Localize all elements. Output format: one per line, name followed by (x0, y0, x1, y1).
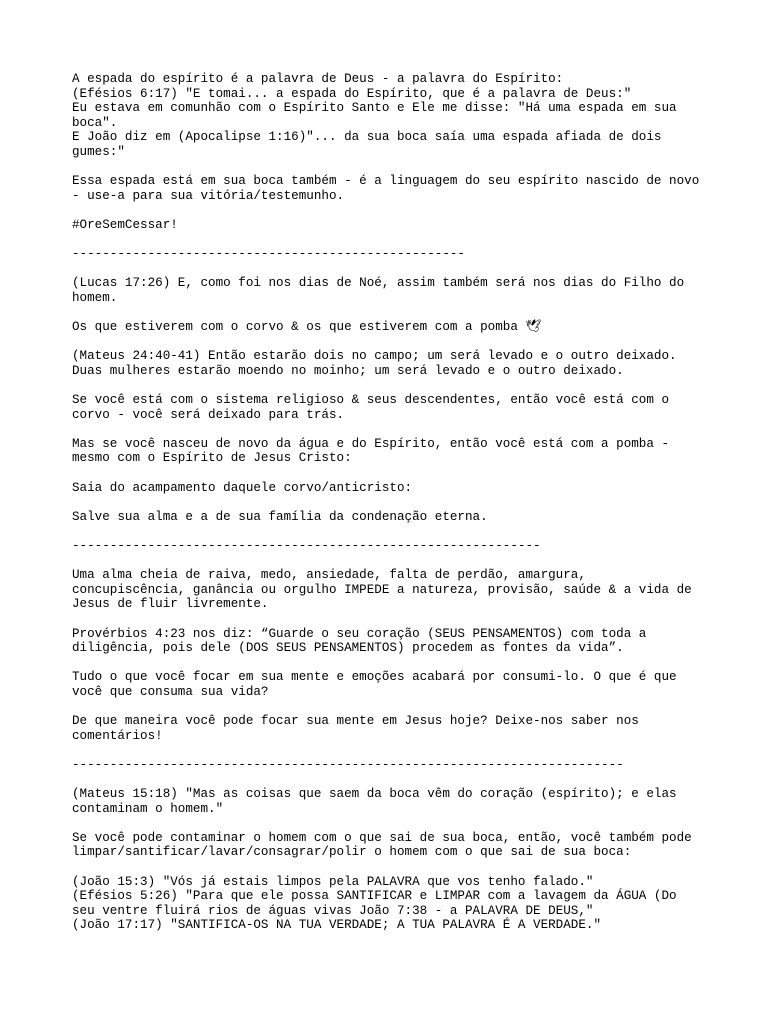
paragraph (72, 787, 712, 816)
text-line: Jesus de fluir livremente. (72, 597, 269, 612)
text-line: concupiscência, ganância ou orgulho IMPEDE a natureza, provisão, saúde & a vida de (72, 582, 692, 597)
text-line: (Efésios 6:17) "E tomai... a espada do Espírito, que é a palavra de Deus:" (72, 86, 632, 101)
text-line: Se você pode contaminar o homem com o que sai de sua boca, então, você também pode (72, 830, 692, 845)
section-divider (72, 247, 712, 262)
text-line: mesmo com o Espírito de Jesus Cristo: (72, 451, 352, 466)
text-line: corvo - você será deixado para trás. (72, 407, 345, 422)
text-line: (João 15:3) "Vós já estais limpos pela PALAVRA que vos tenho falado." (72, 874, 594, 889)
text-line: Saia do acampamento daquele corvo/anticristo: (72, 480, 413, 495)
text-line: Salve sua alma e a de sua família da condenação eterna. (72, 509, 488, 524)
paragraph (72, 276, 712, 305)
paragraph (72, 627, 712, 656)
text-line: (Mateus 24:40-41) Então estarão dois no campo; um será levado e o outro deixado. (72, 349, 677, 364)
text-line: (Efésios 5:26) "Para que ele possa SANTIFICAR e LIMPAR com a lavagem da ÁGUA (Do (72, 889, 677, 904)
text-line: #OreSemCessar! (72, 217, 178, 232)
document-page (72, 72, 712, 948)
paragraph (72, 568, 712, 612)
text-line: (João 17:17) "SANTIFICA-OS NA TUA VERDADE; A TUA PALAVRA É A VERDADE." (72, 918, 602, 933)
paragraph (72, 72, 712, 160)
paragraph (72, 320, 712, 335)
divider-line: -------------------------------------------------------------- (72, 539, 541, 553)
text-line: De que maneira você pode focar sua mente em Jesus hoje? Deixe-nos saber nos (72, 714, 639, 729)
divider-line: ---------------------------------------------------- (72, 247, 465, 262)
text-line: Duas mulheres estarão moendo no moinho; um será levado e o outro deixado. (72, 363, 624, 378)
paragraph (72, 174, 712, 203)
text-line: Eu estava em comunhão com o Espírito Santo e Ele me disse: "Há uma espada em sua (72, 101, 677, 116)
section-divider (72, 539, 712, 554)
paragraph (72, 481, 712, 496)
text-line: Mas se você nasceu de novo da água e do Espírito, então você está com a pomba - (72, 436, 670, 451)
text-line: limpar/santificar/lavar/consagrar/polir o homem com o que sai de sua boca: (72, 845, 632, 860)
text-line: boca". (72, 115, 118, 130)
text-line: gumes:" (72, 144, 125, 159)
text-line: homem. (72, 290, 118, 305)
text-line: (Lucas 17:26) E, como foi nos dias de Noé, assim também será nos dias do Filho do (72, 276, 685, 291)
paragraph (72, 510, 712, 525)
text-line: comentários! (72, 728, 163, 743)
text-line: Provérbios 4:23 nos diz: “Guarde o seu coração (SEUS PENSAMENTOS) com toda a (72, 626, 647, 641)
paragraph (72, 670, 712, 699)
text-line: Uma alma cheia de raiva, medo, ansiedade, falta de perdão, amargura, (72, 568, 586, 583)
text-line: - use-a para sua vitória/testemunho. (72, 188, 345, 203)
text-line: contaminam o homem." (72, 801, 224, 816)
paragraph (72, 349, 712, 378)
paragraph (72, 393, 712, 422)
divider-line: ------------------------------------------------------------------------- (72, 757, 624, 772)
section-divider (72, 758, 712, 773)
text-line: seu ventre fluirá rios de águas vivas João 7:38 - a PALAVRA DE DEUS," (72, 903, 594, 918)
paragraph (72, 437, 712, 466)
paragraph (72, 831, 712, 860)
paragraph (72, 218, 712, 233)
text-line: (Mateus 15:18) "Mas as coisas que saem da boca vêm do coração (espírito); e elas (72, 787, 677, 802)
text-line: Se você está com o sistema religioso & seus descendentes, então você está com o (72, 393, 670, 408)
text-line: A espada do espírito é a palavra de Deus - a palavra do Espírito: (72, 72, 564, 86)
text-line: diligência, pois dele (DOS SEUS PENSAMENTOS) procedem as fontes da vida”. (72, 641, 624, 656)
text-line: Os que estiverem com o corvo & os que estiverem com a pomba 🕊 (72, 320, 542, 335)
text-line: Tudo o que você focar em sua mente e emoções acabará por consumi-lo. O que é que (72, 670, 677, 685)
text-line: Essa espada está em sua boca também - é a linguagem do seu espírito nascido de novo (72, 174, 700, 189)
text-line: você que consuma sua vida? (72, 684, 269, 699)
paragraph (72, 875, 712, 933)
paragraph (72, 714, 712, 743)
text-line: E João diz em (Apocalipse 1:16)"... da sua boca saía uma espada afiada de dois (72, 130, 662, 145)
